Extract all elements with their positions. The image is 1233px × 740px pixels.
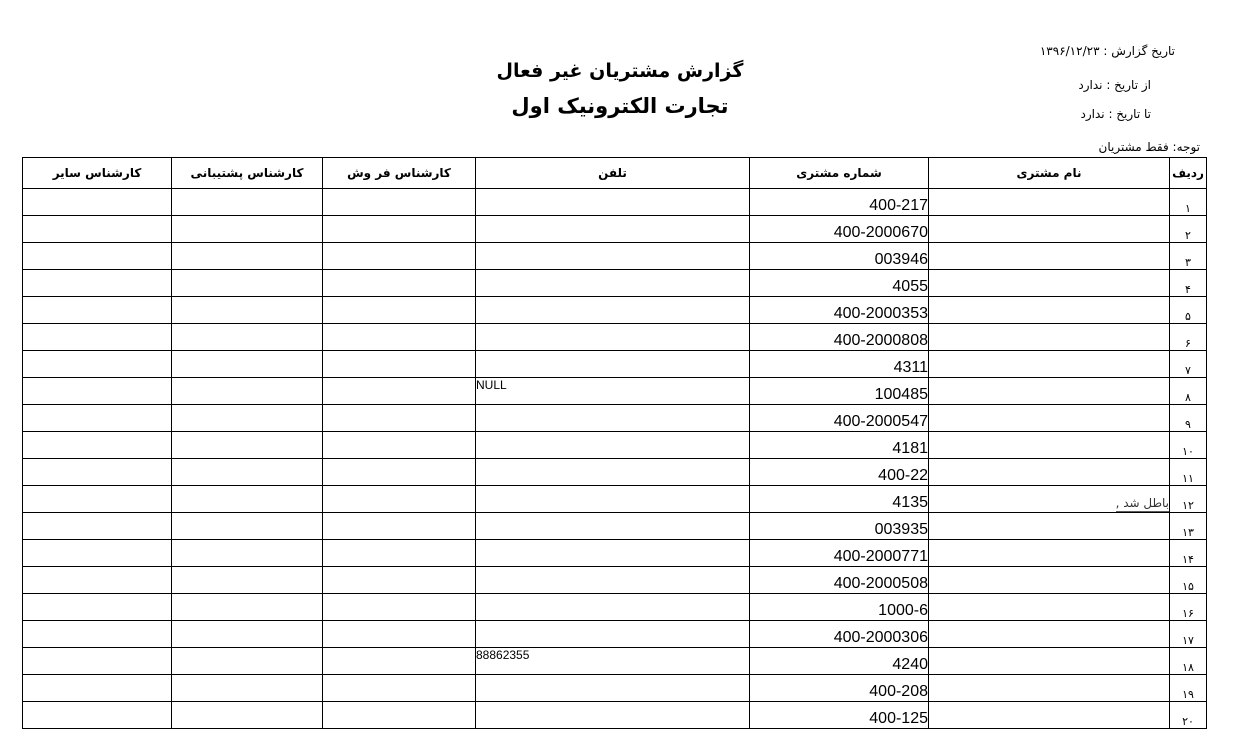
table-row: [23, 270, 1207, 297]
sales-expert-cell: [323, 621, 476, 648]
phone-cell: [476, 621, 750, 648]
customer-name-cell: [929, 567, 1170, 594]
other-expert-cell: [23, 513, 172, 540]
support-expert-cell: [172, 270, 323, 297]
customer-number: 400-2000508: [750, 567, 929, 594]
table-row: [23, 540, 1207, 567]
table-row: [23, 243, 1207, 270]
customer-name-cell: [929, 594, 1170, 621]
support-expert-cell: [172, 621, 323, 648]
other-expert-cell: [23, 540, 172, 567]
customer-number: 4135: [750, 486, 929, 513]
sales-expert-cell: [323, 567, 476, 594]
customer-number: 400-2000547: [750, 405, 929, 432]
customer-name-cell: [929, 351, 1170, 378]
customer-number: 400-208: [750, 675, 929, 702]
table-row: [23, 189, 1207, 216]
support-expert-cell: [172, 648, 323, 675]
phone-cell: [476, 702, 750, 729]
other-expert-cell: [23, 567, 172, 594]
table-header-row: [23, 158, 1207, 189]
row-number: ۲: [1170, 216, 1207, 243]
row-number: ۹: [1170, 405, 1207, 432]
row-number: ۱۳: [1170, 513, 1207, 540]
report-date: تاریخ گزارش : ۱۳۹۶/۱۲/۲۳: [1039, 44, 1175, 58]
sales-expert-cell: [323, 270, 476, 297]
sales-expert-cell: [323, 405, 476, 432]
support-expert-cell: [172, 405, 323, 432]
customer-number: 4311: [750, 351, 929, 378]
support-expert-cell: [172, 351, 323, 378]
other-expert-cell: [23, 486, 172, 513]
sales-expert-cell: [323, 648, 476, 675]
customer-number: 003935: [750, 513, 929, 540]
support-expert-cell: [172, 297, 323, 324]
header-customer-number: شماره مشتری: [750, 158, 929, 189]
customer-name-cell: [929, 621, 1170, 648]
sales-expert-cell: [323, 594, 476, 621]
sales-expert-cell: [323, 459, 476, 486]
table-row: [23, 405, 1207, 432]
customer-number: 400-2000808: [750, 324, 929, 351]
table-row: [23, 486, 1207, 513]
sales-expert-cell: [323, 513, 476, 540]
phone-cell: [476, 540, 750, 567]
phone-cell: [476, 432, 750, 459]
phone-cell: [476, 486, 750, 513]
customer-name-cell: [929, 270, 1170, 297]
row-number: ۱۸: [1170, 648, 1207, 675]
row-number: ۱۴: [1170, 540, 1207, 567]
row-number: ۱۲: [1170, 486, 1207, 513]
support-expert-cell: [172, 216, 323, 243]
other-expert-cell: [23, 351, 172, 378]
other-expert-cell: [23, 270, 172, 297]
table-row: [23, 216, 1207, 243]
phone-cell: [476, 216, 750, 243]
header-phone: تلفن: [476, 158, 750, 189]
other-expert-cell: [23, 297, 172, 324]
row-number: ۱۱: [1170, 459, 1207, 486]
table-row: [23, 324, 1207, 351]
header-support-expert: کارشناس پشتیبانی: [172, 158, 323, 189]
phone-cell: [476, 351, 750, 378]
table-row: [23, 378, 1207, 405]
customer-number: 100485: [750, 378, 929, 405]
phone-cell: [476, 513, 750, 540]
customer-number: 400-217: [750, 189, 929, 216]
phone-cell: [476, 594, 750, 621]
other-expert-cell: [23, 378, 172, 405]
customer-name-cell: [929, 324, 1170, 351]
header-other-expert: کارشناس سایر: [23, 158, 172, 189]
customer-name-cell: [929, 216, 1170, 243]
customer-name-cell: [929, 486, 1170, 513]
row-number: ۳: [1170, 243, 1207, 270]
customer-name-cell: [929, 648, 1170, 675]
customer-name-cell: [929, 243, 1170, 270]
sales-expert-cell: [323, 702, 476, 729]
other-expert-cell: [23, 432, 172, 459]
customer-number: 003946: [750, 243, 929, 270]
customer-number: 1000-6: [750, 594, 929, 621]
support-expert-cell: [172, 675, 323, 702]
table-row: [23, 459, 1207, 486]
row-number: ۷: [1170, 351, 1207, 378]
support-expert-cell: [172, 378, 323, 405]
customer-number: 400-2000771: [750, 540, 929, 567]
customer-name-cell: [929, 432, 1170, 459]
header-row-number: ردیف: [1170, 158, 1207, 189]
support-expert-cell: [172, 540, 323, 567]
customer-name-cell: [929, 378, 1170, 405]
customer-name-cell: [929, 513, 1170, 540]
other-expert-cell: [23, 621, 172, 648]
table-row: [23, 621, 1207, 648]
table-row: [23, 351, 1207, 378]
table-row: [23, 567, 1207, 594]
customer-number: 400-2000353: [750, 297, 929, 324]
row-number: ۸: [1170, 378, 1207, 405]
sales-expert-cell: [323, 297, 476, 324]
report-note: توجه: فقط مشتریان: [1098, 140, 1200, 154]
customer-number: 4181: [750, 432, 929, 459]
phone-cell: [476, 459, 750, 486]
support-expert-cell: [172, 486, 323, 513]
header-customer-name: نام مشتری: [929, 158, 1170, 189]
phone-cell: [476, 297, 750, 324]
sales-expert-cell: [323, 243, 476, 270]
sales-expert-cell: [323, 189, 476, 216]
support-expert-cell: [172, 243, 323, 270]
row-number: ۲۰: [1170, 702, 1207, 729]
other-expert-cell: [23, 594, 172, 621]
phone-cell: [476, 567, 750, 594]
row-number: ۴: [1170, 270, 1207, 297]
sales-expert-cell: [323, 675, 476, 702]
support-expert-cell: [172, 432, 323, 459]
row-number: ۱۹: [1170, 675, 1207, 702]
table-row: [23, 702, 1207, 729]
sales-expert-cell: [323, 378, 476, 405]
phone-cell: [476, 270, 750, 297]
other-expert-cell: [23, 459, 172, 486]
row-number: ۱: [1170, 189, 1207, 216]
row-number: ۱۰: [1170, 432, 1207, 459]
support-expert-cell: [172, 594, 323, 621]
customer-name-cell: [929, 702, 1170, 729]
other-expert-cell: [23, 405, 172, 432]
support-expert-cell: [172, 189, 323, 216]
support-expert-cell: [172, 324, 323, 351]
row-number: ۱۶: [1170, 594, 1207, 621]
phone-cell: 88862355: [476, 648, 750, 675]
other-expert-cell: [23, 189, 172, 216]
customer-number: 4240: [750, 648, 929, 675]
other-expert-cell: [23, 324, 172, 351]
other-expert-cell: [23, 648, 172, 675]
customer-number: 400-125: [750, 702, 929, 729]
row-number: ۱۵: [1170, 567, 1207, 594]
customers-table: [22, 157, 1207, 729]
sales-expert-cell: [323, 351, 476, 378]
phone-cell: NULL: [476, 378, 750, 405]
phone-cell: [476, 243, 750, 270]
report-title: گزارش مشتریان غیر فعال: [496, 60, 744, 82]
phone-cell: [476, 189, 750, 216]
customer-name-cell: [929, 297, 1170, 324]
customer-number: 400-2000670: [750, 216, 929, 243]
table-row: [23, 513, 1207, 540]
customer-name-cell: [929, 459, 1170, 486]
phone-cell: [476, 324, 750, 351]
table-row: [23, 675, 1207, 702]
customer-name-cell: [929, 405, 1170, 432]
sales-expert-cell: [323, 216, 476, 243]
row-number: ۶: [1170, 324, 1207, 351]
customer-number: 400-2000306: [750, 621, 929, 648]
row-number: ۱۷: [1170, 621, 1207, 648]
customer-name-cell: [929, 675, 1170, 702]
support-expert-cell: [172, 702, 323, 729]
support-expert-cell: [172, 513, 323, 540]
sales-expert-cell: [323, 486, 476, 513]
from-date: از تاریخ : ندارد: [1078, 78, 1151, 92]
row-number: ۵: [1170, 297, 1207, 324]
table-row: [23, 297, 1207, 324]
support-expert-cell: [172, 567, 323, 594]
table-row: [23, 648, 1207, 675]
to-date: تا تاریخ : ندارد: [1080, 107, 1151, 121]
customer-name-cell: [929, 540, 1170, 567]
header-sales-expert: کارشناس فر وش: [323, 158, 476, 189]
customer-number: 400-22: [750, 459, 929, 486]
table-row: [23, 432, 1207, 459]
customer-name-cell: [929, 189, 1170, 216]
sales-expert-cell: [323, 324, 476, 351]
other-expert-cell: [23, 216, 172, 243]
phone-cell: [476, 675, 750, 702]
sales-expert-cell: [323, 432, 476, 459]
customer-name[interactable]: باطل شد ,: [1115, 496, 1169, 510]
other-expert-cell: [23, 702, 172, 729]
other-expert-cell: [23, 675, 172, 702]
customer-number: 4055: [750, 270, 929, 297]
sales-expert-cell: [323, 540, 476, 567]
phone-cell: [476, 405, 750, 432]
company-title: تجارت الکترونیک اول: [511, 94, 729, 118]
other-expert-cell: [23, 243, 172, 270]
support-expert-cell: [172, 459, 323, 486]
table-row: [23, 594, 1207, 621]
